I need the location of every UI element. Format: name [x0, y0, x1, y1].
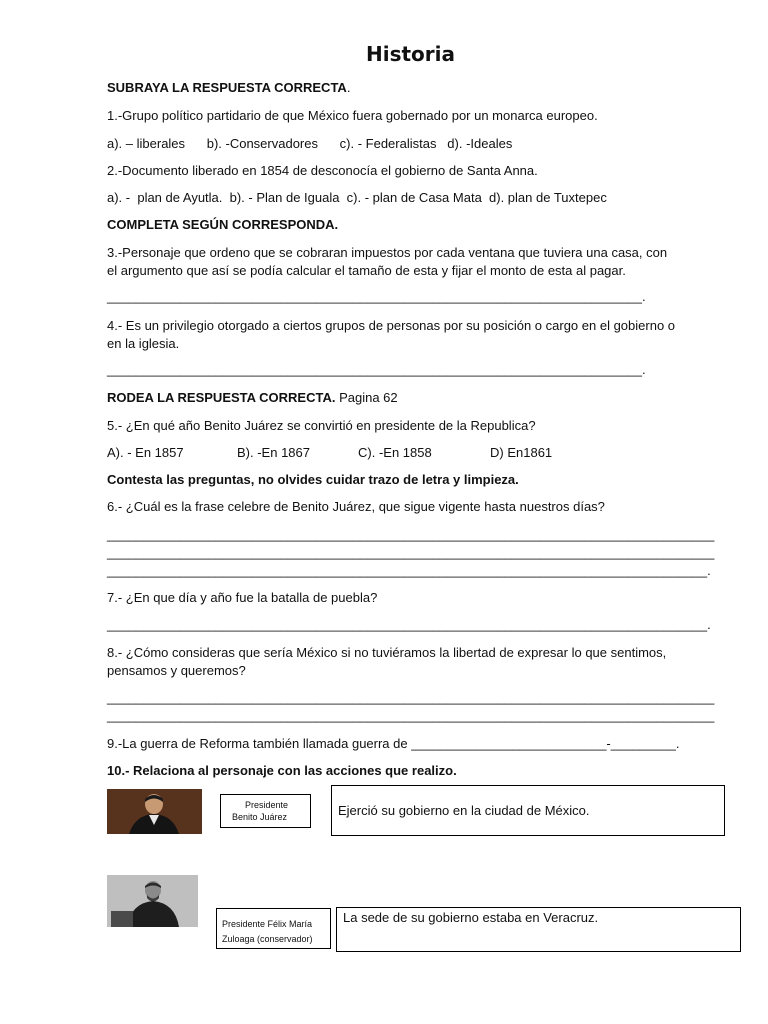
heading-text: RODEA LA RESPUESTA CORRECTA.: [107, 390, 336, 405]
section-heading-rodea: [107, 390, 398, 406]
option-5d[interactable]: D) En1861: [490, 445, 553, 460]
question-3-line1: 3.-Personaje que ordeno que se cobraran impuestos por cada ventana que tuviera una casa, con: [107, 245, 668, 260]
question-8-line1: 8.- ¿Cómo consideras que sería México si no tuviéramos la libertad de expresar lo que sentimos,: [107, 645, 667, 660]
question-2-options: a). - plan de Ayutla. b). - Plan de Iguala c). - plan de Casa Mata d). plan de Tuxtepec: [107, 190, 607, 205]
question-3-line2: el argumento que así se podía calcular el tamaño de esta y fijar el monto de esta al pagar.: [107, 263, 626, 278]
question-4-line1: 4.- Es un privilegio otorgado a ciertos grupos de personas por su posición o cargo en el gobierno o: [107, 318, 676, 333]
heading-dot: .: [346, 80, 351, 95]
question-2: 2.-Documento liberado en 1854 de desconocía el gobierno de Santa Anna.: [107, 163, 538, 178]
answer-line-q8-2[interactable]: ____________________________________________________________________________________: [107, 708, 715, 723]
action-2-text: La sede de su gobierno estaba en Veracruz.: [343, 910, 599, 925]
action-box-1[interactable]: [331, 785, 725, 836]
person-1-title: Presidente: [245, 800, 289, 810]
answer-line-q6-2[interactable]: ____________________________________________________________________________________: [107, 545, 715, 560]
page-reference: Pagina 62: [335, 390, 398, 405]
person-2-name: Zuloaga (conservador): [222, 934, 313, 944]
answer-line-q6-3[interactable]: ___________________________________________________________________________________.: [107, 563, 711, 578]
heading-text: SUBRAYA LA RESPUESTA CORRECTA: [107, 80, 347, 95]
person-label-felix-maria-zuloaga: [216, 908, 331, 949]
option-5c[interactable]: C). -En 1858: [358, 445, 432, 460]
question-7: 7.- ¿En que día y año fue la batalla de puebla?: [107, 590, 378, 605]
section-heading-relaciona: 10.- Relaciona al personaje con las acciones que realizo.: [107, 763, 457, 778]
action-1-text: Ejerció su gobierno en la ciudad de México.: [338, 803, 590, 818]
section-heading-completa: COMPLETA SEGÚN CORRESPONDA.: [107, 217, 339, 232]
portrait-benito-juarez: [107, 789, 202, 834]
question-6: 6.- ¿Cuál es la frase celebre de Benito Juárez, que sigue vigente hasta nuestros días?: [107, 499, 605, 514]
answer-line-q8-1[interactable]: ____________________________________________________________________________________: [107, 690, 715, 705]
question-1-options: a). – liberales b). -Conservadores c). - Federalistas d). -Ideales: [107, 136, 513, 151]
question-4-line2: en la iglesia.: [107, 336, 180, 351]
option-5b[interactable]: B). -En 1867: [237, 445, 310, 460]
page-title: Historia: [366, 42, 456, 66]
person-1-name: Benito Juárez: [232, 812, 288, 822]
answer-line-q4[interactable]: __________________________________________________________________________.: [107, 362, 646, 377]
question-1: 1.-Grupo político partidario de que México fuera gobernado por un monarca europeo.: [107, 108, 598, 123]
answer-line-q6-1[interactable]: ____________________________________________________________________________________: [107, 527, 715, 542]
question-9: 9.-La guerra de Reforma también llamada guerra de ___________________________-_________.: [107, 736, 680, 751]
portrait-felix-maria-zuloaga: [107, 875, 198, 927]
question-8-line2: pensamos y queremos?: [107, 663, 246, 678]
action-box-2[interactable]: [336, 907, 741, 952]
question-5: 5.- ¿En qué año Benito Juárez se convirtió en presidente de la Republica?: [107, 418, 536, 433]
answer-line-q7[interactable]: ___________________________________________________________________________________.: [107, 617, 711, 632]
option-5a[interactable]: A). - En 1857: [107, 445, 184, 460]
person-label-benito-juarez: [220, 794, 311, 828]
answer-line-q3[interactable]: __________________________________________________________________________.: [107, 289, 646, 304]
section-heading-subraya: [107, 80, 350, 96]
section-heading-contesta: Contesta las preguntas, no olvides cuidar trazo de letra y limpieza.: [107, 472, 519, 487]
person-2-title: Presidente Félix María: [222, 919, 313, 929]
